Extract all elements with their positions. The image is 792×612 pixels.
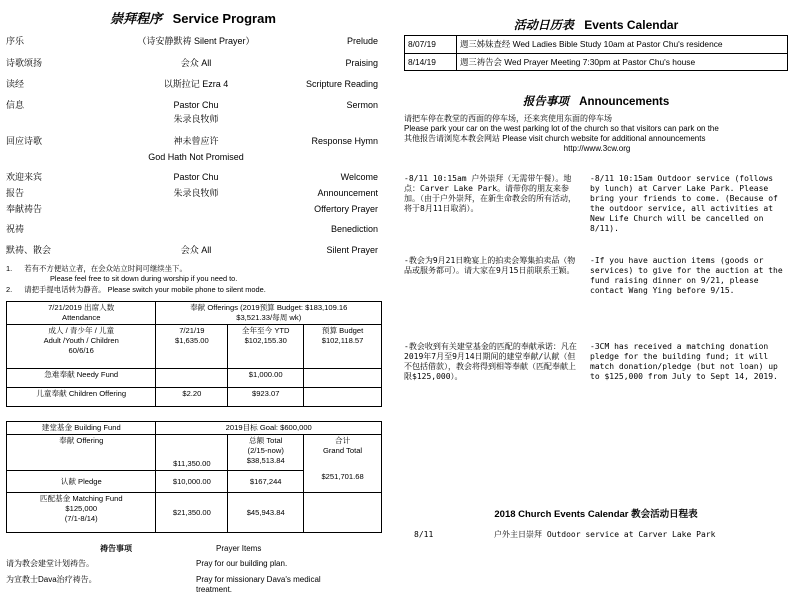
prayer-head-cn: 祷告事项 [100,544,132,553]
program-note-1: 1. 若有不方便站立者，在会众站立时间可继续坐下。 Please feel free to sit down during worship if you need to. [6,264,238,283]
program-row-response: 回应诗歌 神未曾应许 Response Hymn [6,136,378,146]
announcement-2-en: -If you have auction items (goods or services) to give for the auction at the fund raising dinner on 9/21, please contact Wang Ying before 9/15. [590,256,783,295]
attendance-counts-cell: 成人 / 青少年 / 儿童 Adult /Youth / Children 60/6/16 [7,325,156,369]
attendance-counts-row [7,325,382,369]
program-note-2: 2. 请把手提电话转为静音。 Please switch your mobile phone to silent mode. [6,285,266,294]
building-offering-row: 奉献 Offering $11,350.00 总额 Total (2/15-now) $38,513.84 合计 Grand Total $251,701.68 [7,435,382,471]
program-row-sermon: 信息 Pastor Chu Sermon [6,100,378,110]
event-row: 8/07/19 週三姊妹查经 Wed Ladies Bible Study 10am at Pastor Chu's residence [405,36,788,54]
calendar-2018-date: 8/11 [414,530,434,539]
prayer-item-1-en: Pray for our building plan. [196,559,288,568]
program-row-benediction: 祝祷 Benediction [6,224,378,234]
program-row-welcome: 欢迎来宾 Pastor Chu Welcome [6,172,378,182]
program-row-announcement: 报告 朱录良牧师 Announcement [6,188,378,198]
attendance-table [6,301,382,407]
program-title-en: Service Program [172,11,276,26]
offering-ytd-cell: 全年至今 YTD $102,155.30 [228,325,304,369]
events-table [404,35,788,71]
program-title [0,8,386,28]
program-row-silent-prayer: 默祷、散会 会众 All Silent Prayer [6,245,378,255]
prayer-item-1-cn: 请为教会建堂计划祷告。 [6,559,94,568]
program-row-prelude: 序乐 （诗安静默祷 Silent Prayer） Prelude [6,36,378,46]
announcement-3-cn: -教会收到有关建堂基金的匹配的奉献承诺：凡在2019年7月至9月14日期间的建堂奉献/认献（但不包括借款），教会将得到相等奉献（匹配奉献上限$125,000）。 [404,342,577,381]
building-matching-row: 匹配基金 Matching Fund $125,000 (7/1-8/14) $21,350.00 $45,943.84 [7,493,382,533]
events-title: 活动日历表 Events Calendar [513,18,679,32]
offering-header-cell: 奉献 Offerings (2019预算 Budget: $183,109.16 $3,521.33/每周 wk) [156,302,382,325]
program-title-cn: 崇拜程序 [110,11,163,26]
announcement-2-cn: -教会为9月21日晚宴上的拍卖会筹集拍卖品（物品或服务都可）。请大家在9月15日前联系王颖。 [404,256,576,275]
attendance-header-row [7,302,382,325]
children-offering-row: 儿童奉献 Children Offering $2.20 $923.07 [7,388,382,407]
calendar-2018-desc: 户外主日崇拜 Outdoor service at Carver Lake Park [494,530,716,539]
website-link[interactable]: http://www.3cw.org [563,144,631,153]
building-header-row: 建堂基金 Building Fund 2019目标 Goal: $600,000 [7,422,382,435]
announcement-1-cn: -8/11 10:15am 户外崇拜（无需带午餐）。地点：Carver Lake Park。请带你的朋友来参加。（由于户外崇拜，在新生命教会的所有活动，将于8月11日取消）。 [404,174,576,213]
attendance-date-cell: 7/21/2019 出席人数 Attendance [7,302,156,325]
parking-notice: 请把车停在教堂的西面的停车场，还来宾使用东面的停车场 Please park your car on the west parking lot of the church so that visitors can park on the 其他报告请浏览本教会网站 Please visit church website for additional announcements http://www.3cw.org [404,114,790,154]
building-fund-table [6,421,382,533]
needy-fund-row: 急难奉献 Needy Fund $1,000.00 [7,369,382,388]
event-row: 8/14/19 週三祷告会 Wed Prayer Meeting 7:30pm at Pastor Chu's house [405,53,788,71]
prayer-item-2-en: Pray for missionary Dava's medical treatment. [196,575,321,594]
calendar-2018-title: 2018 Church Events Calendar 教会活动日程表 [494,509,698,520]
building-pledge-row: 认献 Pledge $10,000.00 $167,244 [7,471,382,493]
prayer-item-2-cn: 为宣教士Dava治疗祷告。 [6,575,97,584]
announcement-3-en: -3CM has received a matching donation pledge for the building fund; it will match donation/pledge (but not loan) up to $125,000 from July to Sept 14, 2019. [590,342,778,381]
announcement-1-en: -8/11 10:15am Outdoor service (follows by lunch) at Carver Lake Park. Please bring your friends to come. (Because of the outdoor service, all activities at New Life Church will be cancelled on 8/11). [590,174,778,233]
offering-budget-cell: 预算 Budget $102,118.57 [304,325,382,369]
program-row-hymn-title: God Hath Not Promised [148,152,244,162]
program-row-sermon-speaker: 朱录良牧师 [173,114,219,124]
program-row-praising: 诗歌颂扬 会众 All Praising [6,58,378,68]
prayer-head-en: Prayer Items [216,544,262,553]
announcements-title: 报告事项 Announcements [522,96,670,108]
program-row-scripture: 读经 以斯拉记 Ezra 4 Scripture Reading [6,79,378,89]
program-row-offertory: 奉献祷告 Offertory Prayer [6,204,378,214]
offering-week-cell: 7/21/19 $1,635.00 [156,325,228,369]
